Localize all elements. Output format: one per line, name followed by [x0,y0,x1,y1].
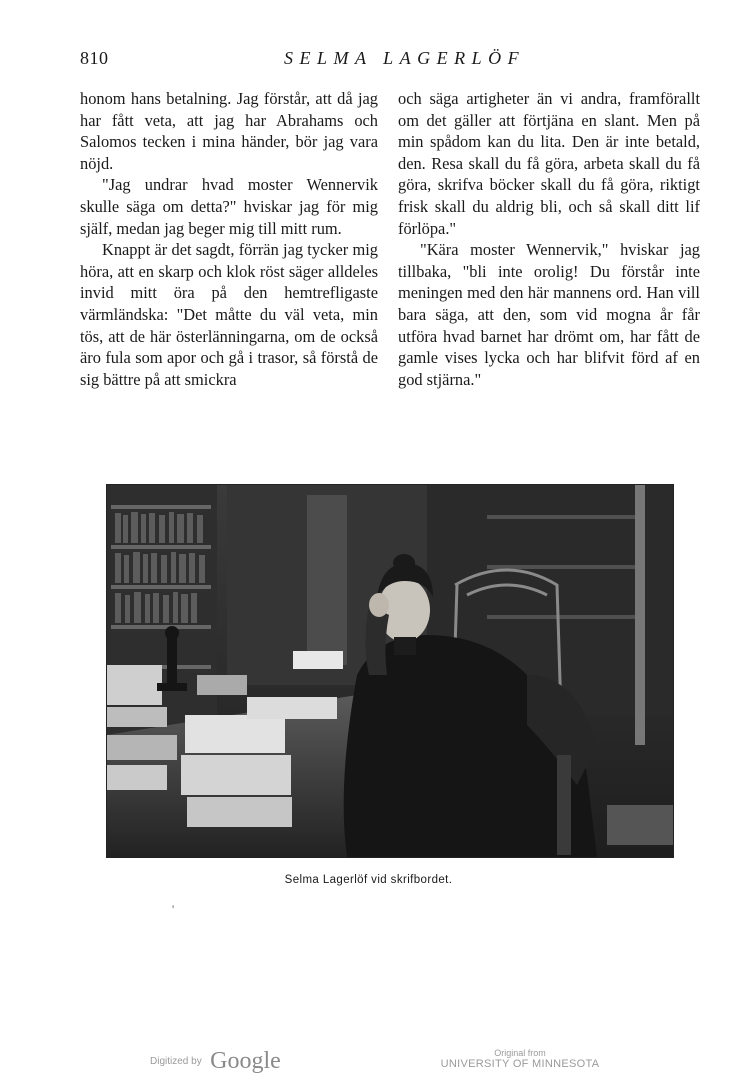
original-from-label: Original from [494,1048,546,1058]
left-text-column [80,88,378,390]
portrait-photo [106,484,674,858]
running-title: SELMA LAGERLÖF [284,48,526,68]
digitized-by-label: Digitized by [150,1056,202,1067]
left-paragraph-1: honom hans betalning. Jag förstår, att då jag har fått veta, att jag har Abrahams och Salomos tecken i mina händer, bör jag vara nöjd. [80,89,378,173]
right-paragraph-2: "Kära moster Wennervik," hviskar jag tillbaka, "bli inte orolig! Du förstår inte meningen med den här mannens ord. Han vill bara säga, att den, som vid mogna år får utföra hvad barnet har drömt om, har fått de gamle vises lycka och har blifvit förd af en god stjärna." [398,240,700,389]
google-logo: Google [210,1048,281,1074]
portrait-photo-illustration [107,485,673,857]
original-from-library [440,1048,600,1070]
library-name: UNIVERSITY OF MINNESOTA [440,1058,600,1070]
digitized-by-google [150,1048,281,1078]
stray-ink-mark: ' [172,902,175,916]
page-header [80,48,692,74]
right-paragraph-1: och säga artigheter än vi andra, framförallt om det gäller att förtjäna en slant. Men på min spådom kan du lita. Den är inte betald, den. Resa skall du få göra, arbeta skall du få göra, skrifva böcker skall du få göra, riktigt frisk skall du aldrig bli, och så skall ditt lif förlöpa." [398,89,700,238]
left-paragraph-2: "Jag undrar hvad moster Wennervik skulle säga om detta?" hviskar jag för mig själf, medan jag beger mig till mitt rum. [80,175,378,238]
left-paragraph-3: Knappt är det sagdt, förrän jag tycker mig höra, att en skarp och klok röst säger alldeles invid mitt öra på den hemtrefligaste värmländska: "Det måtte du väl veta, min tös, att de här österlänningarna, om de också äro fula som apor och gå i trasor, så förstå de sig bättre på att smickra [80,240,378,389]
right-text-column [398,88,700,390]
photo-caption: Selma Lagerlöf vid skrifbordet. [284,874,453,886]
page-number: 810 [80,48,109,68]
